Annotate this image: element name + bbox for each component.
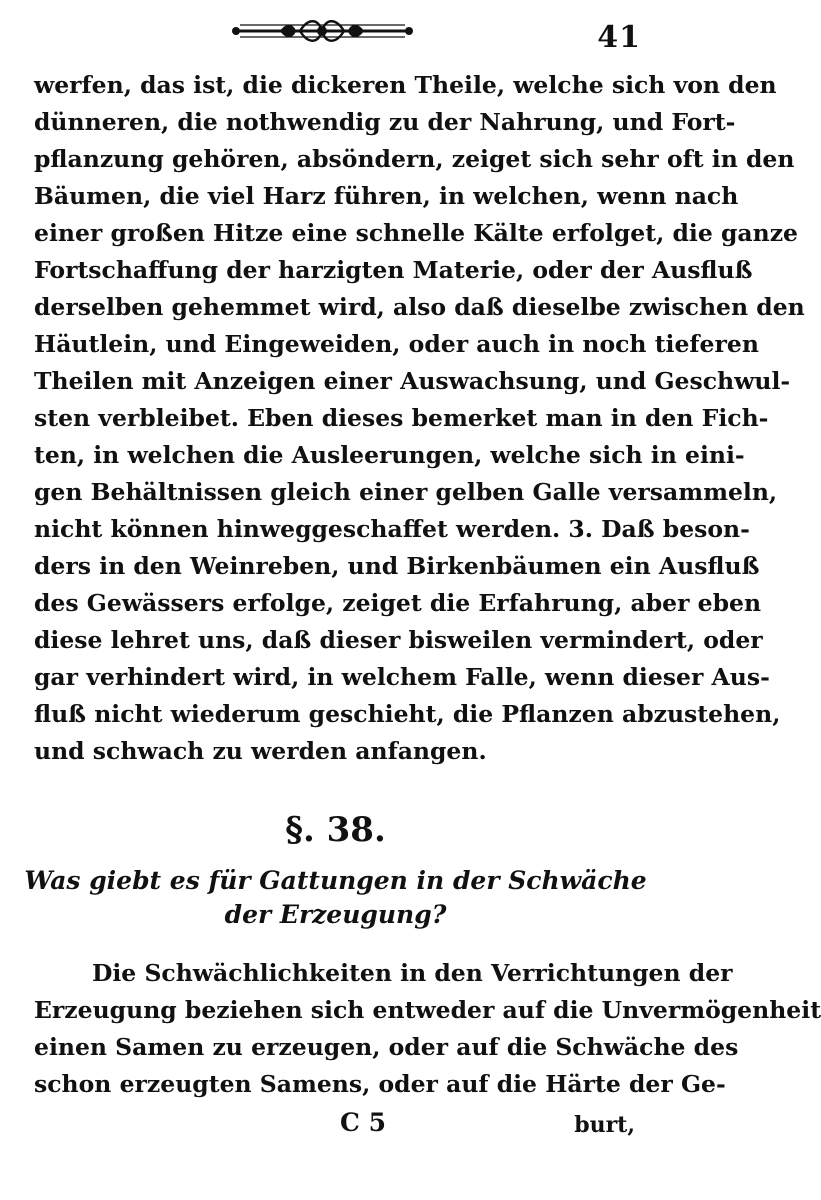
- text-line: sten verbleibet. Eben dieses bemerket man in den Fich-: [34, 404, 769, 432]
- section-heading: Was giebt es für Gattungen in der Schwäche: [24, 866, 647, 895]
- text-line: nicht können hinweggeschaffet werden. 3. Daß beson-: [34, 515, 750, 543]
- text-line: werfen, das ist, die dickeren Theile, welche sich von den: [34, 71, 777, 99]
- text-line: derselben gehemmet wird, also daß dieselbe zwischen den: [34, 293, 805, 321]
- text-line: Fortschaffung der harzigten Materie, oder der Ausfluß: [34, 256, 753, 284]
- page-header: [0, 8, 671, 58]
- text-line: des Gewässers erfolge, zeiget die Erfahrung, aber eben: [34, 589, 762, 617]
- ornament-icon: [230, 16, 415, 46]
- text-line: diese lehret uns, daß dieser bisweilen vermindert, oder: [34, 626, 763, 654]
- text-line: Häutlein, und Eingeweiden, oder auch in noch tieferen: [34, 330, 759, 358]
- text-line: dünneren, die nothwendig zu der Nahrung, und Fort-: [34, 108, 736, 136]
- text-line: fluß nicht wiederum geschieht, die Pflanzen abzustehen,: [34, 700, 781, 728]
- page-number: 41: [597, 20, 641, 55]
- catchword: burt,: [574, 1112, 635, 1138]
- text-line: und schwach zu werden anfangen.: [34, 737, 487, 765]
- text-line: gar verhindert wird, in welchem Falle, wenn dieser Aus-: [34, 663, 770, 691]
- text-line: Erzeugung beziehen sich entweder auf die Unvermögenheit: [34, 996, 821, 1024]
- text-line: einen Samen zu erzeugen, oder auf die Schwäche des: [34, 1033, 739, 1061]
- section-number: §. 38.: [285, 810, 386, 850]
- text-line: Bäumen, die viel Harz führen, in welchen, wenn nach: [34, 182, 739, 210]
- text-line: gen Behältnissen gleich einer gelben Galle versammeln,: [34, 478, 778, 506]
- text-line: pflanzung gehören, absöndern, zeiget sich sehr oft in den: [34, 145, 795, 173]
- text-line: Die Schwächlichkeiten in den Verrichtungen der: [92, 959, 733, 987]
- text-line: einer großen Hitze eine schnelle Kälte erfolget, die ganze: [34, 219, 798, 247]
- text-line: ders in den Weinreben, und Birkenbäumen ein Ausfluß: [34, 552, 760, 580]
- text-line: schon erzeugten Samens, oder auf die Härte der Ge-: [34, 1070, 726, 1098]
- text-line: Theilen mit Anzeigen einer Auswachsung, und Geschwul-: [34, 367, 791, 395]
- section-heading-continuation: der Erzeugung?: [224, 900, 447, 929]
- signature-mark: C 5: [340, 1108, 386, 1137]
- text-line: ten, in welchen die Ausleerungen, welche sich in eini-: [34, 441, 745, 469]
